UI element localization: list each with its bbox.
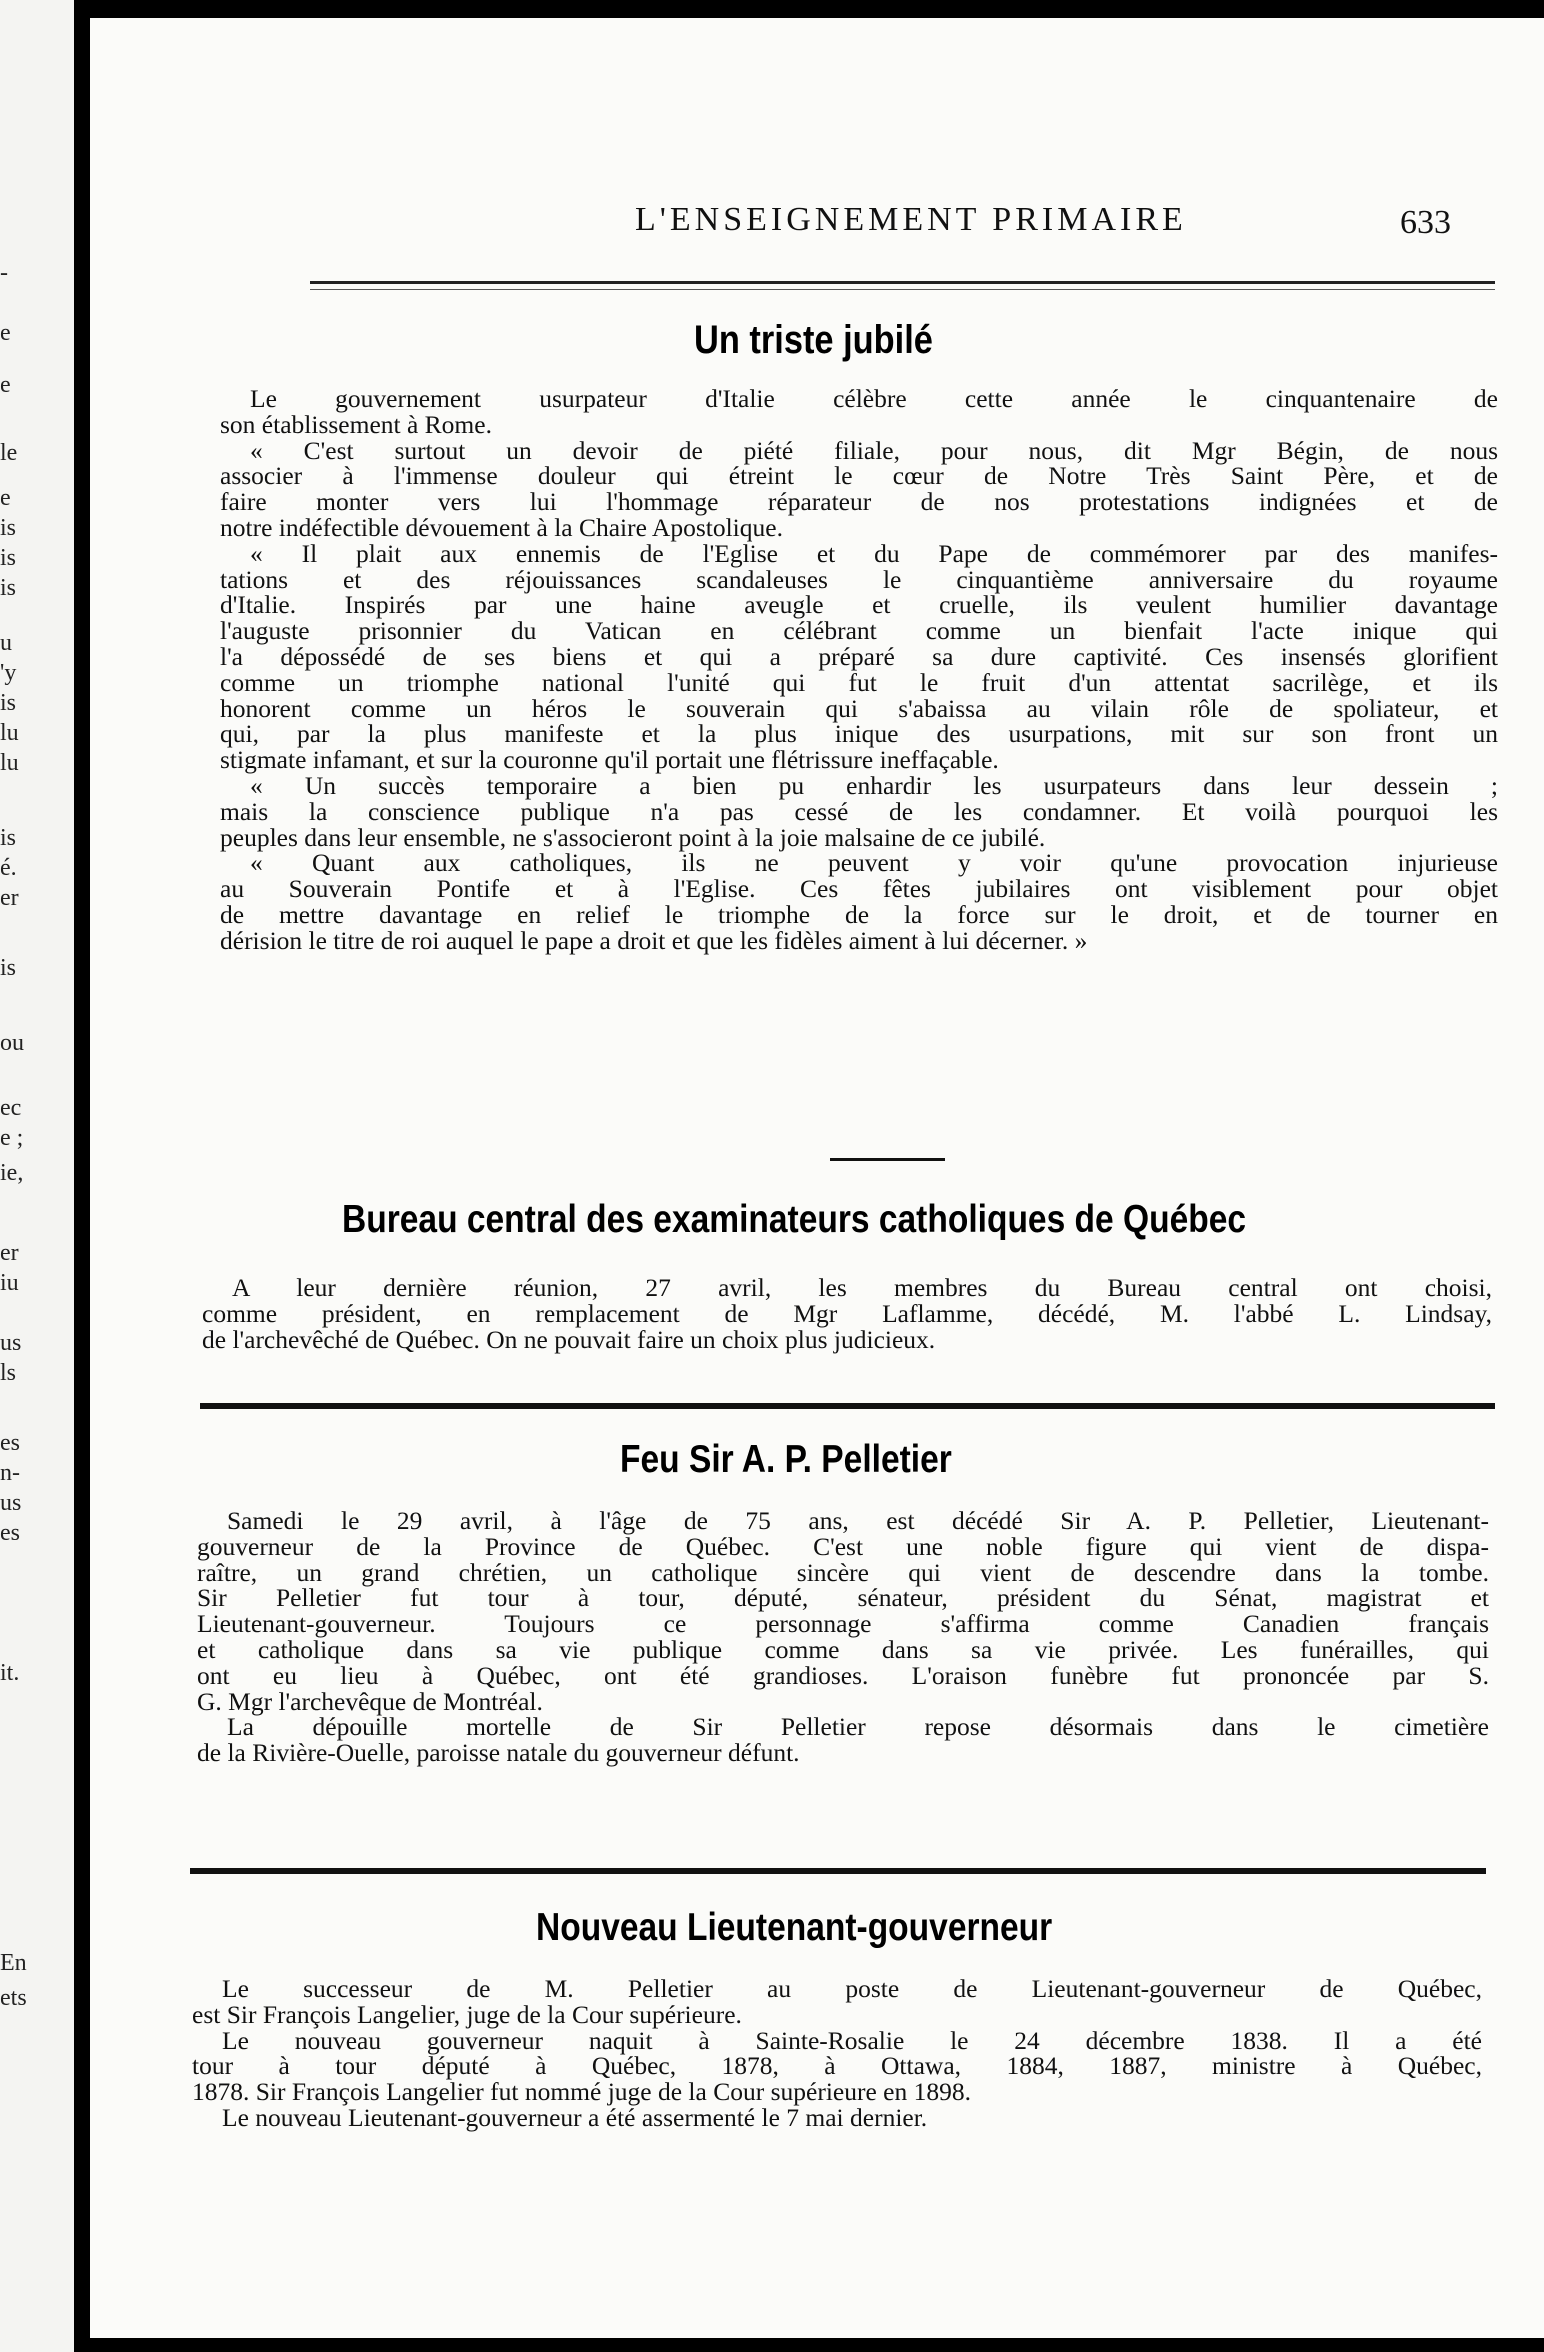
adjacent-page-edge	[0, 0, 74, 2352]
section-divider-thick-2	[190, 1868, 1486, 1874]
adjacent-page-fragment: ou	[0, 1030, 24, 1056]
text-line: Sir Pelletier fut tour à tour, député, sénateur, président du Sénat, magistrat et	[197, 1583, 1489, 1613]
adjacent-page-fragment: lu	[0, 720, 19, 746]
text-line: faire monter vers lui l'hommage réparateur de nos protestations indignées et de	[220, 487, 1498, 517]
text-line: honorent comme un héros le souverain qui s'abaissa au vilain rôle de spoliateur, et	[220, 693, 1498, 723]
text-line: peuples dans leur ensemble, ne s'associeront point à la joie malsaine de ce jubilé.	[220, 822, 1046, 852]
section-heading-un-triste-jubile: Un triste jubilé	[694, 318, 933, 362]
adjacent-page-fragment: u	[0, 630, 12, 656]
text-line: Le successeur de M. Pelletier au poste de Lieutenant-gouverneur de Québec,	[222, 1974, 1482, 2003]
text-line: de la Rivière-Ouelle, paroisse natale du gouverneur défunt.	[197, 1738, 800, 1768]
adjacent-page-fragment: er	[0, 885, 19, 911]
text-line: raître, un grand chrétien, un catholique sincère qui vient de descendre dans la tombe.	[197, 1557, 1489, 1587]
adjacent-page-fragment: ie,	[0, 1160, 24, 1186]
text-line: A leur dernière réunion, 27 avril, les membres du Bureau central ont choisi,	[232, 1273, 1492, 1302]
text-line: « Il plait aux ennemis de l'Eglise et du Pape de commémorer par des manifes-	[250, 538, 1498, 568]
header-rule	[310, 281, 1495, 284]
adjacent-page-fragment: iu	[0, 1270, 19, 1296]
text-line: La dépouille mortelle de Sir Pelletier repose désormais dans le cimetière	[227, 1712, 1489, 1742]
header-rule-thin	[310, 289, 1495, 290]
text-line: d'Italie. Inspirés par une haine aveugle et cruelle, ils veulent humilier davantage	[220, 590, 1498, 620]
page-number: 633	[1400, 204, 1451, 241]
running-header-title: L'ENSEIGNEMENT PRIMAIRE	[635, 201, 1187, 238]
article-bureau-central	[202, 1275, 1492, 1352]
text-line: associer à l'immense douleur qui étreint le cœur de Notre Très Saint Père, et de	[220, 461, 1498, 491]
text-line: tations et des réjouissances scandaleuses le cinquantième anniversaire du royaume	[220, 564, 1498, 594]
adjacent-page-fragment: e	[0, 485, 11, 511]
text-line: G. Mgr l'archevêque de Montréal.	[197, 1686, 543, 1716]
adjacent-page-fragment: 'y	[0, 660, 17, 686]
adjacent-page-fragment: is	[0, 545, 17, 571]
adjacent-page-fragment: ec	[0, 1095, 22, 1121]
adjacent-page-fragment: is	[0, 825, 17, 851]
text-line: l'a dépossédé de ses biens et qui a préparé sa dure captivité. Ces insensés glorifient	[220, 641, 1498, 671]
text-line: « C'est surtout un devoir de piété filiale, pour nous, dit Mgr Bégin, de nous	[250, 435, 1498, 465]
article-nouveau-lieutenant-gouverneur	[192, 1976, 1482, 2131]
section-divider-thick	[200, 1403, 1495, 1409]
adjacent-page-fragment: is	[0, 955, 17, 981]
adjacent-page-fragment: it.	[0, 1660, 20, 1686]
adjacent-page-fragment: e	[0, 320, 11, 346]
text-line: comme un triomphe national l'unité qui fut le fruit d'un attentat sacrilège, et ils	[220, 667, 1498, 697]
adjacent-page-fragment: er	[0, 1240, 19, 1266]
adjacent-page-fragment: us	[0, 1330, 22, 1356]
adjacent-page-fragment: e ;	[0, 1125, 24, 1151]
text-line: Lieutenant-gouverneur. Toujours ce personnage s'affirma comme Canadien français	[197, 1609, 1489, 1639]
text-line: au Souverain Pontife et à l'Eglise. Ces fêtes jubilaires ont visiblement pour objet	[220, 874, 1498, 904]
text-line: comme président, en remplacement de Mgr Laflamme, décédé, M. l'abbé L. Lindsay,	[202, 1298, 1492, 1328]
text-line: Le gouvernement usurpateur d'Italie célèbre cette année le cinquantenaire de	[250, 384, 1498, 413]
text-line: de mettre davantage en relief le triomphe de la force sur le droit, et de tourner en	[220, 899, 1498, 929]
text-line: l'auguste prisonnier du Vatican en célébrant comme un bienfait l'acte inique qui	[220, 616, 1498, 646]
adjacent-page-fragment: is	[0, 690, 17, 716]
text-line: mais la conscience publique n'a pas cessé de les condamner. Et voilà pourquoi les	[220, 796, 1498, 826]
text-line: et catholique dans sa vie publique comme dans sa vie privée. Les funérailles, qui	[197, 1634, 1489, 1664]
text-line: qui, par la plus manifeste et la plus inique des usurpations, mit sur son front un	[220, 719, 1498, 749]
adjacent-page-fragment: ls	[0, 1360, 17, 1386]
book-page	[90, 18, 1544, 2338]
text-line: son établissement à Rome.	[220, 409, 492, 439]
section-heading-bureau-central: Bureau central des examinateurs catholiques de Québec	[342, 1198, 1247, 1241]
text-line: Samedi le 29 avril, à l'âge de 75 ans, est décédé Sir A. P. Pelletier, Lieutenant-	[227, 1506, 1489, 1535]
adjacent-page-fragment: es	[0, 1520, 20, 1546]
text-line: est Sir François Langelier, juge de la Cour supérieure.	[192, 1999, 742, 2029]
section-heading-nouveau-lieutenant-gouverneur: Nouveau Lieutenant-gouverneur	[536, 1906, 1053, 1949]
adjacent-page-fragment: is	[0, 515, 17, 541]
text-line: de l'archevêché de Québec. On ne pouvait faire un choix plus judicieux.	[202, 1324, 936, 1354]
section-heading-feu-sir-pelletier: Feu Sir A. P. Pelletier	[620, 1438, 952, 1481]
text-line: « Quant aux catholiques, ils ne peuvent y voir qu'une provocation injurieuse	[250, 848, 1498, 878]
text-line: Le nouveau Lieutenant-gouverneur a été assermenté le 7 mai dernier.	[222, 2102, 928, 2132]
adjacent-page-fragment: En	[0, 1950, 27, 1976]
adjacent-page-fragment: us	[0, 1490, 22, 1516]
adjacent-page-fragment: le	[0, 440, 18, 466]
text-line: stigmate infamant, et sur la couronne qu'il portait une flétrissure ineffaçable.	[220, 745, 999, 775]
text-line: notre indéfectible dévouement à la Chaire Apostolique.	[220, 512, 783, 542]
adjacent-page-fragment: -	[0, 260, 8, 286]
section-divider-short	[830, 1158, 945, 1161]
text-line: ont eu lieu à Québec, ont été grandioses. L'oraison funèbre fut prononcée par S.	[197, 1660, 1489, 1690]
text-line: 1878. Sir François Langelier fut nommé juge de la Cour supérieure en 1898.	[192, 2077, 971, 2107]
adjacent-page-fragment: es	[0, 1430, 20, 1456]
adjacent-page-fragment: é.	[0, 855, 17, 881]
adjacent-page-fragment: ets	[0, 1985, 27, 2011]
text-line: gouverneur de la Province de Québec. C'est une noble figure qui vient de dispa-	[197, 1531, 1489, 1561]
text-line: « Un succès temporaire a bien pu enhardir les usurpateurs dans leur dessein ;	[250, 770, 1498, 800]
adjacent-page-fragment: lu	[0, 750, 19, 776]
article-feu-sir-pelletier	[197, 1508, 1489, 1766]
text-line: tour à tour député à Québec, 1878, à Ottawa, 1884, 1887, ministre à Québec,	[192, 2051, 1482, 2081]
adjacent-page-fragment: e	[0, 372, 11, 398]
text-line: dérision le titre de roi auquel le pape a droit et que les fidèles aiment à lui décerner. »	[220, 925, 1088, 955]
adjacent-page-fragment: n-	[0, 1460, 20, 1486]
adjacent-page-fragment: is	[0, 575, 17, 601]
text-line: Le nouveau gouverneur naquit à Sainte-Rosalie le 24 décembre 1838. Il a été	[222, 2025, 1482, 2055]
article-un-triste-jubile	[220, 386, 1498, 954]
